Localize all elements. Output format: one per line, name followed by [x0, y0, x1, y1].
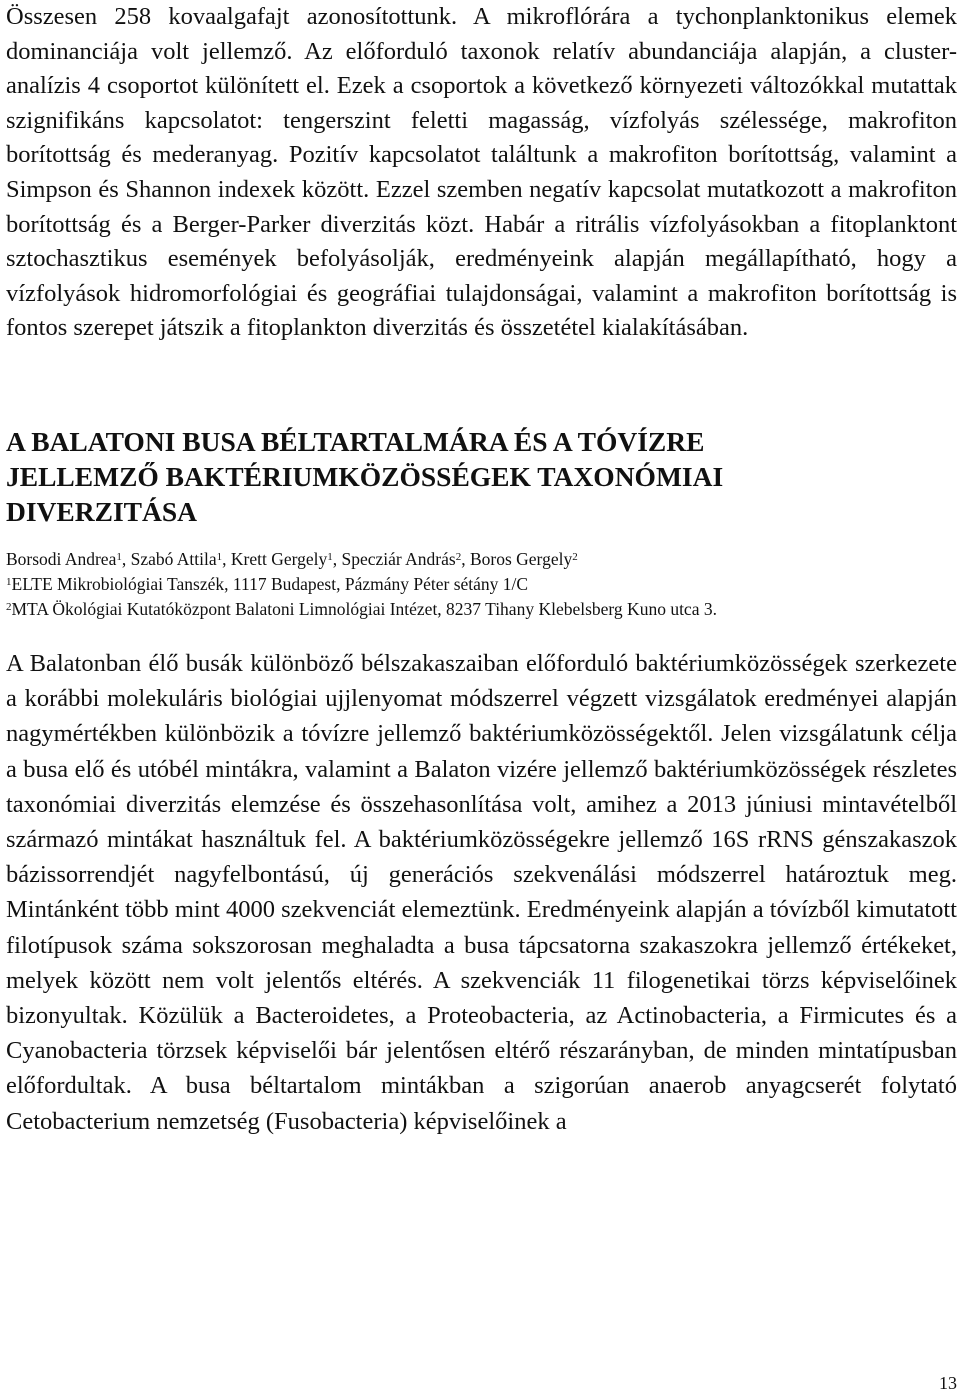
author-list	[6, 547, 957, 572]
author-separator: ,	[332, 548, 342, 569]
article-title	[6, 424, 957, 529]
affiliation-number: 1	[6, 575, 12, 588]
author-affiliation-number: 1	[216, 550, 223, 563]
page-number: 13	[939, 1373, 957, 1393]
affiliation-line	[6, 597, 957, 622]
intro-paragraph: Összesen 258 kovaalgafajt azonosítottunk. A mikroflórára a tychonplanktonikus elemek dominanciája volt jellemző. Az előforduló taxonok relatív abundanciája alapján, a cluster-analízis 4 csoportot különített el. Ezek a csoportok a következő környezeti változókkal mutattak szignifikáns kapcsolatot: tengerszint feletti magasság, vízfolyás szélessége, makrofiton borítottság és mederanyag. Pozitív kapcsolatot találtunk a makrofiton borítottság, valamint a Simpson és Shannon indexek között. Ezzel szemben negatív kapcsolat mutatkozott a makrofiton borítottság és a Berger-Parker diverzitás közt. Habár a ritrális vízfolyásokban a fitoplanktont sztochasztikus események befolyásolják, eredményeink alapján megállapítható, hogy a vízfolyások hidromorfológiai és geográfiai tulajdonságai, valamint a makrofiton borítottság is fontos szerepet játszik a fitoplankton diverzitás és összetétel kialakításában.	[6, 3, 957, 342]
author-affiliation-number: 1	[116, 550, 122, 563]
affiliation-text: ELTE Mikrobiológiai Tanszék, 1117 Budapest, Pázmány Péter sétány 1/C	[11, 573, 529, 594]
author-name: Borsodi Andrea	[6, 548, 117, 569]
author-name: Boros Gergely	[469, 548, 573, 569]
author-separator: ,	[121, 548, 131, 569]
author-name: Szabó Attila	[130, 548, 217, 569]
author-affiliation-number: 2	[572, 550, 578, 563]
author-separator: ,	[222, 548, 231, 569]
author-affiliation-number: 2	[455, 550, 462, 563]
affiliation-number: 2	[6, 600, 12, 613]
abstract-body: A Balatonban élő busák különböző bélszakaszaiban előforduló baktériumközösségek szerkezete a korábbi molekuláris biológiai ujjlenyomat módszerrel végzett vizsgálatok eredményei alapján nagymértékben különbözik a tóvízre jellemző baktériumközösségektől. Jelen vizsgálatunk célja a busa elő és utóbél mintákra, valamint a Balaton vizére jellemző baktériumközösségek részletes taxonómiai diverzitás elemzése és összehasonlítása volt, amihez a 2013 júniusi mintavételből származó mintákat használtuk fel. A baktériumközösségekre jellemző 16S rRNS génszakaszok bázissorrendjét nagyfelbontású, új generációs szekvenálási módszerrel határoztuk meg. Mintánként több mint 4000 szekvenciát elemeztünk. Eredményeink alapján a tóvízből kimutatott filotípusok száma sokszorosan meghaladta a busa tápcsatorna szakaszokra jellemző értékeket, melyek között nem volt jelentős eltérés. A szekvenciák 11 filogenetikai törzs képviselőinek bizonyultak. Közülük a Bacteroidetes, a Proteobacteria, az Actinobacteria, a Firmicutes és a Cyanobacteria törzsek képviselői bár jelentősen eltérő részarányban, de minden mintatípusban előfordultak. A busa béltartalom mintákban a szigorúan anaerob anyagcserét folytató Cetobacterium nemzetség (Fusobacteria) képviselőinek a	[6, 649, 957, 1135]
article-title-line: DIVERZITÁSA	[6, 495, 198, 527]
article-title-line: JELLEMZŐ BAKTÉRIUMKÖZÖSSÉGEK TAXONÓMIAI	[6, 460, 724, 492]
affiliation-line	[6, 572, 957, 597]
article-title-line: A BALATONI BUSA BÉLTARTALMÁRA ÉS A TÓVÍZRE	[6, 425, 705, 457]
affiliation-text: MTA Ökológiai Kutatóközpont Balatoni Limnológiai Intézet, 8237 Tihany Klebelsberg Kuno utca 3.	[11, 598, 717, 619]
document-page	[6, 0, 957, 1139]
author-name: Specziár András	[341, 548, 456, 569]
author-name: Krett Gergely	[230, 548, 328, 569]
author-affiliation-number: 1	[327, 550, 333, 563]
author-separator: ,	[461, 548, 470, 569]
